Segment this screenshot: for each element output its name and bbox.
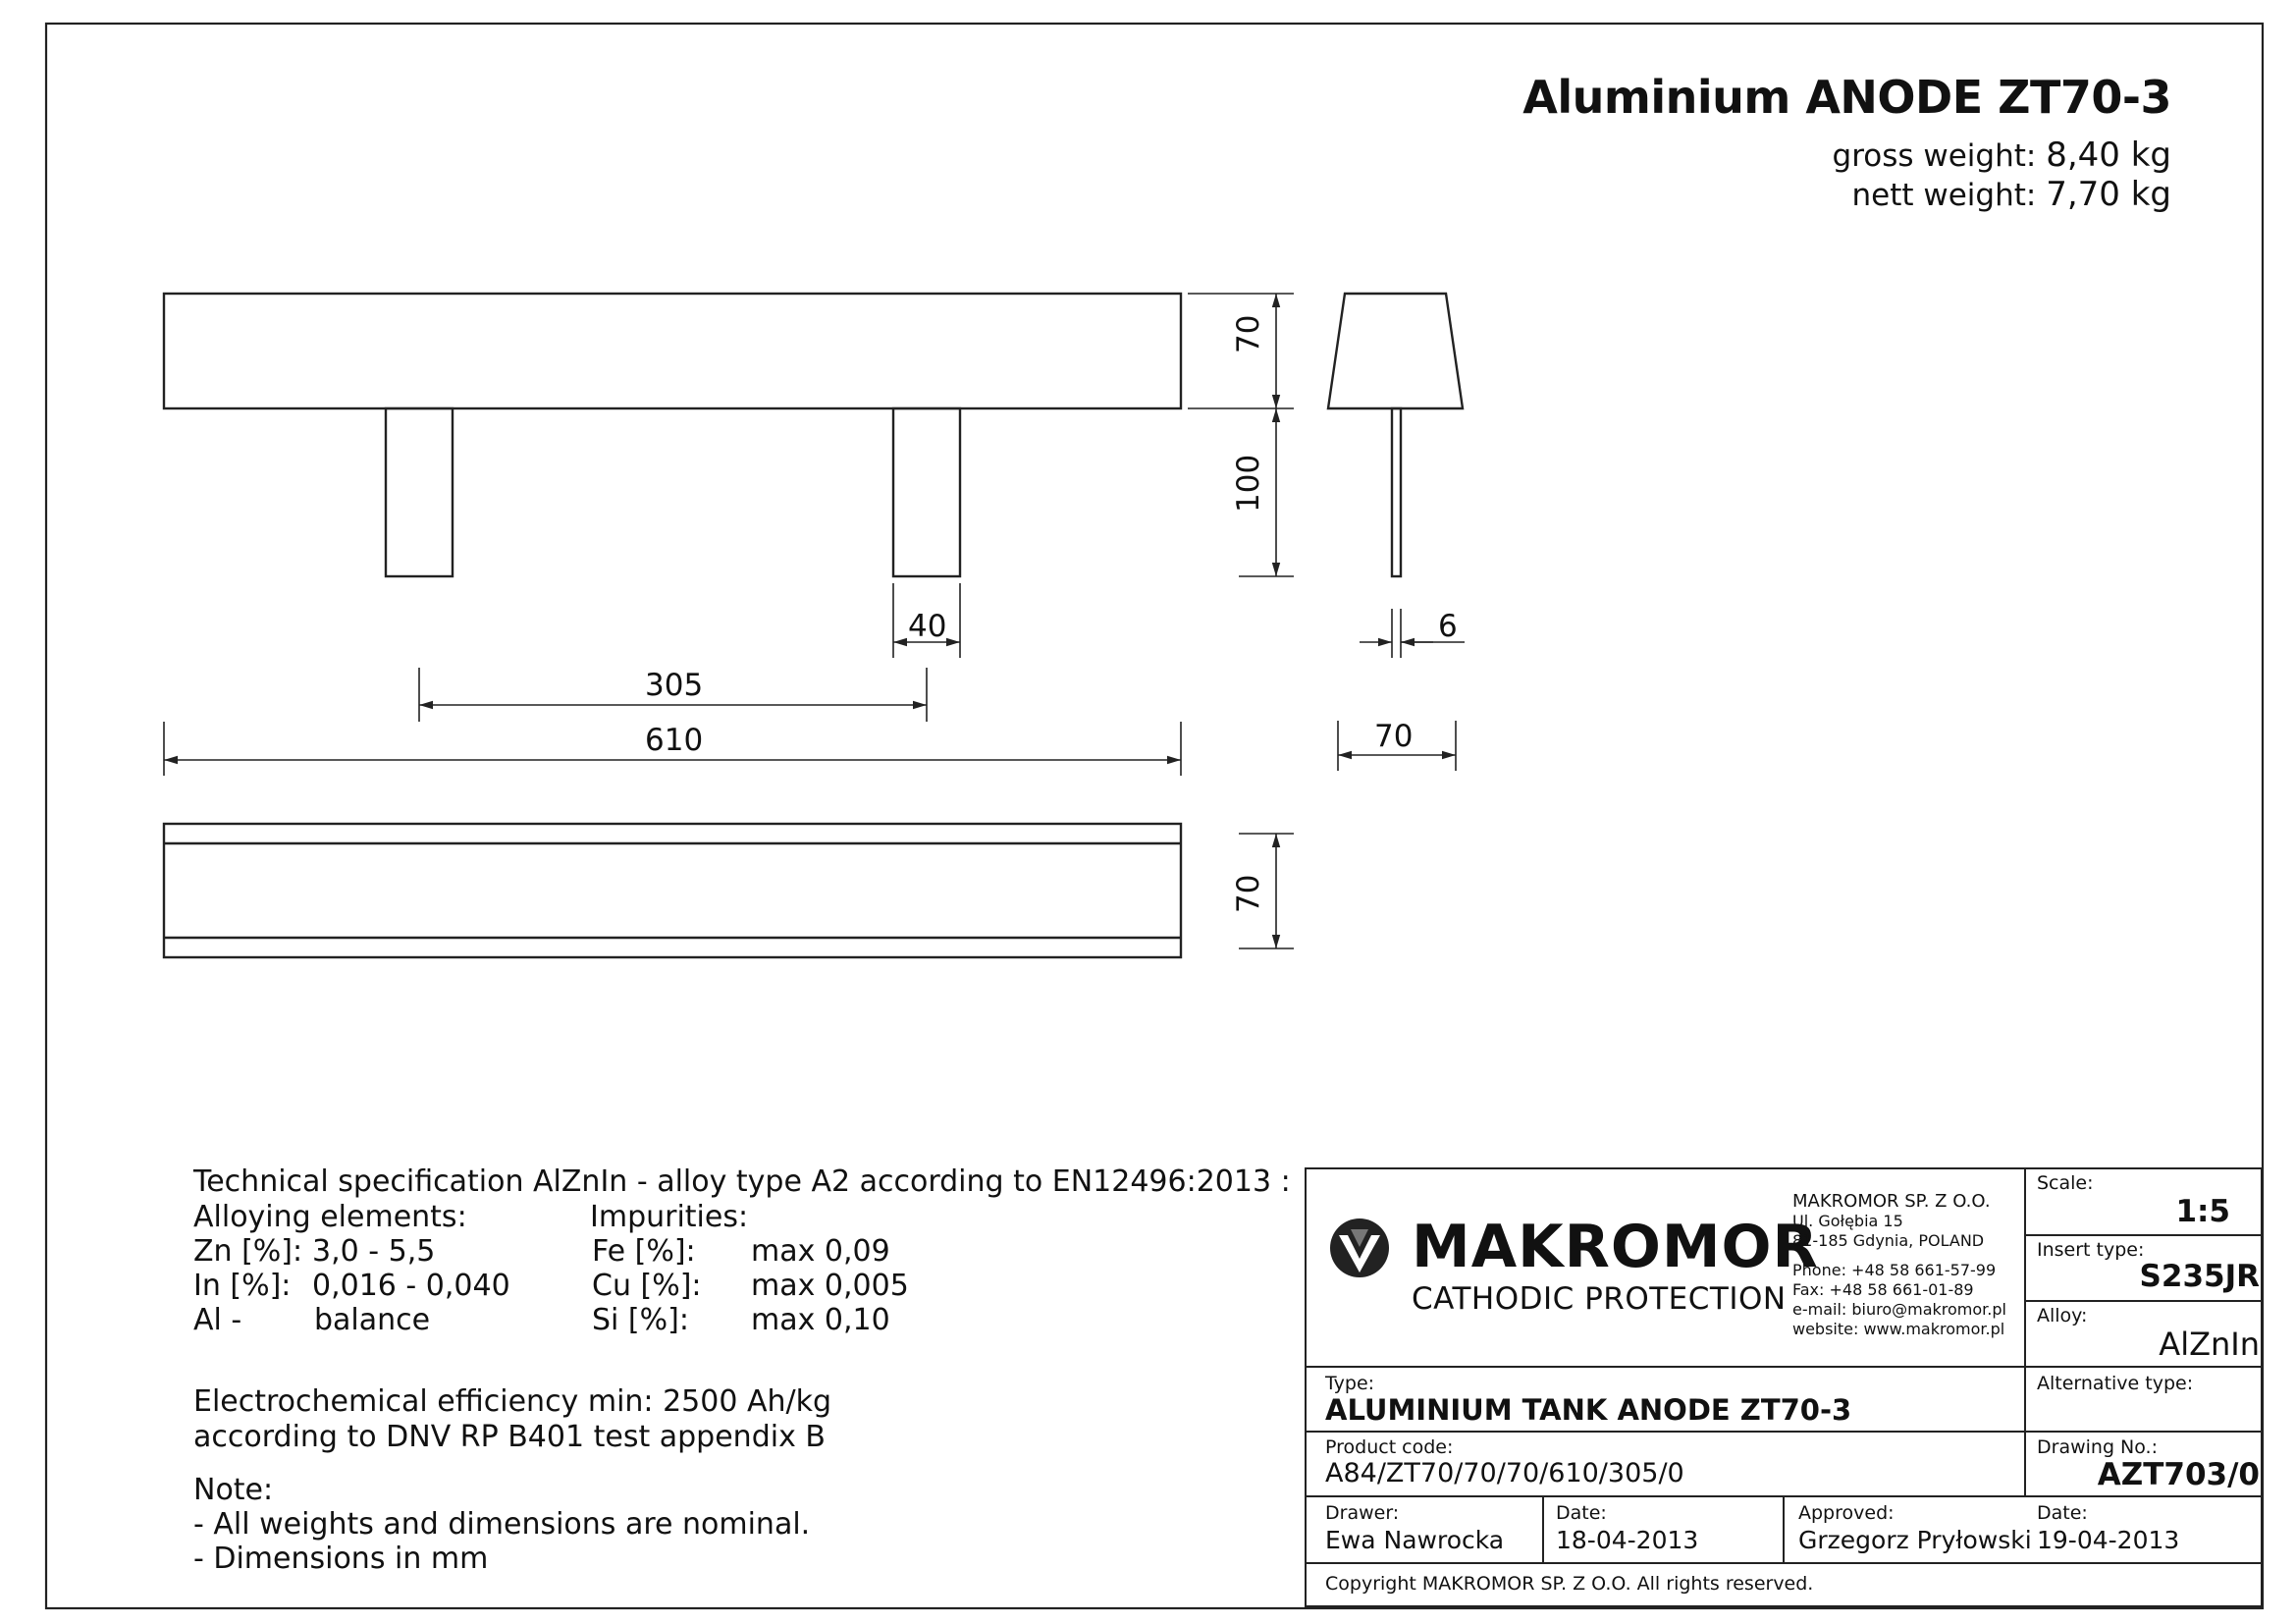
insert-type-label: Insert type:: [2037, 1239, 2145, 1261]
spec-heading: Technical specification AlZnIn - alloy type A2 according to EN12496:2013 :: [193, 1164, 1291, 1199]
dim-height-leg: 100: [1231, 454, 1266, 513]
anode-body-side: [1328, 294, 1463, 408]
side-view: [1328, 294, 1463, 576]
imp-cu-label: Cu [%]:: [592, 1269, 702, 1303]
date-drawn-value: 18-04-2013: [1556, 1526, 1699, 1554]
nett-weight-label: nett weight:: [1851, 178, 2037, 213]
alloy-in-value: 0,016 - 0,040: [312, 1269, 510, 1303]
imp-cu-value: max 0,005: [751, 1269, 909, 1303]
gross-weight: [1833, 135, 2171, 175]
bottom-view: [164, 824, 1181, 957]
dim-side-plate: 6: [1438, 609, 1458, 644]
alloy-al-value: balance: [314, 1303, 431, 1337]
address-line: Ul. Gołębia 15: [1792, 1212, 1903, 1230]
drawer-label: Drawer:: [1325, 1502, 1400, 1524]
anode-body-front: [164, 294, 1181, 408]
product-code-value: A84/ZT70/70/70/610/305/0: [1325, 1458, 1684, 1489]
alloy-zn-value: 3,0 - 5,5: [312, 1234, 436, 1269]
dim-bottom-height: 70: [1231, 874, 1266, 913]
alloy-al-label: Al -: [193, 1303, 242, 1337]
dim-leg-width: 40: [908, 609, 947, 644]
efficiency-line-2: according to DNV RP B401 test appendix B: [193, 1420, 826, 1454]
gross-weight-value: 8,40 kg: [2046, 135, 2171, 175]
type-label: Type:: [1325, 1373, 1375, 1394]
dim-side-width: 70: [1374, 719, 1414, 754]
date-approved-label: Date:: [2037, 1502, 2088, 1524]
efficiency-line-1: Electrochemical efficiency min: 2500 Ah/kg: [193, 1384, 832, 1419]
makromor-logo-icon: [1330, 1218, 1389, 1277]
scale-label: Scale:: [2037, 1172, 2094, 1194]
alloy-label: Alloy:: [2037, 1305, 2088, 1326]
date-approved-value: 19-04-2013: [2037, 1526, 2180, 1554]
company-name: MAKROMOR: [1412, 1213, 1819, 1281]
leg-right: [893, 408, 960, 576]
drawing-no-value: AZT703/0: [2097, 1457, 2260, 1492]
address-line: 81-185 Gdynia, POLAND: [1792, 1231, 1985, 1250]
alloying-heading: Alloying elements:: [193, 1200, 467, 1234]
imp-fe-value: max 0,09: [751, 1234, 890, 1269]
drawer-value: Ewa Nawrocka: [1325, 1526, 1505, 1554]
dim-height-top: 70: [1231, 314, 1266, 353]
address-line: MAKROMOR SP. Z O.O.: [1792, 1191, 1991, 1212]
impurities-heading: Impurities:: [590, 1200, 749, 1234]
alloy-zn-label: Zn [%]:: [193, 1234, 303, 1269]
date-drawn-label: Date:: [1556, 1502, 1607, 1524]
company-address: [1792, 1192, 2006, 1339]
type-value: ALUMINIUM TANK ANODE ZT70-3: [1325, 1393, 1852, 1427]
insert-plate-side: [1392, 408, 1401, 576]
front-view: [164, 294, 1181, 576]
drawing-title: Aluminium ANODE ZT70-3: [1522, 71, 2171, 124]
address-line: Fax: +48 58 661-01-89: [1792, 1280, 1974, 1299]
nett-weight: [1851, 175, 2171, 214]
approved-label: Approved:: [1798, 1502, 1895, 1524]
insert-type-value: S235JR: [2139, 1259, 2260, 1294]
dim-length: 610: [645, 723, 704, 758]
alternative-type-label: Alternative type:: [2037, 1373, 2194, 1394]
approved-value: Grzegorz Pryłowski: [1798, 1526, 2032, 1554]
imp-si-label: Si [%]:: [592, 1303, 689, 1337]
copyright-notice: Copyright MAKROMOR SP. Z O.O. All rights reserved.: [1325, 1573, 1814, 1595]
sheet-border: [46, 24, 2263, 1608]
address-line: Phone: +48 58 661-57-99: [1792, 1261, 1997, 1279]
scale-value: 1:5: [2175, 1194, 2230, 1229]
company-subtitle: CATHODIC PROTECTION: [1412, 1281, 1787, 1317]
dim-leg-spacing: 305: [645, 668, 704, 703]
note-line-1: - All weights and dimensions are nominal.: [193, 1507, 811, 1542]
imp-si-value: max 0,10: [751, 1303, 890, 1337]
imp-fe-label: Fe [%]:: [592, 1234, 696, 1269]
gross-weight-label: gross weight:: [1832, 138, 2037, 174]
alloy-value: AlZnIn: [2159, 1326, 2260, 1363]
leg-left: [386, 408, 453, 576]
note-line-2: - Dimensions in mm: [193, 1542, 489, 1576]
nett-weight-value: 7,70 kg: [2046, 175, 2171, 214]
note-heading: Note:: [193, 1473, 274, 1507]
alloy-in-label: In [%]:: [193, 1269, 292, 1303]
drawing-no-label: Drawing No.:: [2037, 1436, 2158, 1458]
address-line: website: www.makromor.pl: [1792, 1320, 2005, 1338]
product-code-label: Product code:: [1325, 1436, 1454, 1458]
address-line: e-mail: biuro@makromor.pl: [1792, 1300, 2006, 1319]
